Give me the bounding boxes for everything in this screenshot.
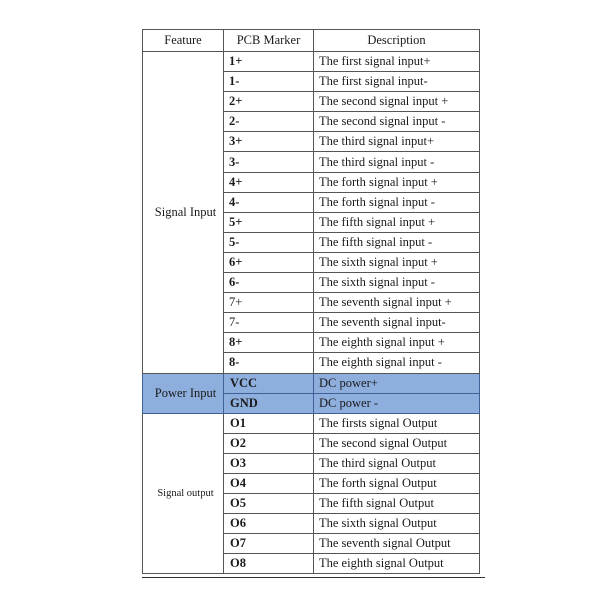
pcb-marker: 7+	[224, 293, 314, 313]
description: The first signal input-	[314, 72, 480, 92]
bottom-rule-divider	[142, 577, 485, 578]
description: DC power+	[314, 373, 480, 393]
pcb-marker: O4	[224, 473, 314, 493]
description: The eighth signal input -	[314, 353, 480, 373]
pcb-marker: O6	[224, 514, 314, 534]
description: The fifth signal input -	[314, 232, 480, 252]
pcb-marker: O1	[224, 413, 314, 433]
description: The first signal input+	[314, 52, 480, 72]
description: The second signal input +	[314, 92, 480, 112]
feature-signal-input: Signal Input	[143, 52, 224, 374]
pcb-marker: 5-	[224, 232, 314, 252]
pcb-marker: O5	[224, 494, 314, 514]
description: The second signal input -	[314, 112, 480, 132]
feature-signal-output: Signal output	[143, 413, 224, 574]
pcb-marker: 1+	[224, 52, 314, 72]
description: The sixth signal Output	[314, 514, 480, 534]
pcb-marker: O8	[224, 554, 314, 574]
table-row	[143, 52, 480, 72]
description: The eighth signal input +	[314, 333, 480, 353]
feature-power-input: Power Input	[143, 373, 224, 413]
description: The seventh signal Output	[314, 534, 480, 554]
description: The forth signal input -	[314, 192, 480, 212]
pcb-marker: 5+	[224, 212, 314, 232]
table-row-power	[143, 373, 480, 393]
pcb-marker: O7	[224, 534, 314, 554]
description: The fifth signal input +	[314, 212, 480, 232]
table-header-row	[143, 30, 480, 52]
pcb-marker: O2	[224, 433, 314, 453]
pcb-marker: 8-	[224, 353, 314, 373]
pcb-marker: 6-	[224, 273, 314, 293]
pcb-marker: 8+	[224, 333, 314, 353]
pcb-marker: 4-	[224, 192, 314, 212]
pcb-marker: VCC	[224, 373, 314, 393]
description: The third signal Output	[314, 453, 480, 473]
pcb-marker: 7-	[224, 313, 314, 333]
description: The second signal Output	[314, 433, 480, 453]
description: The seventh signal input +	[314, 293, 480, 313]
pcb-marker: 3-	[224, 152, 314, 172]
pcb-marker: O3	[224, 453, 314, 473]
description: The third signal input -	[314, 152, 480, 172]
description: The forth signal input +	[314, 172, 480, 192]
description: The eighth signal Output	[314, 554, 480, 574]
pcb-marker: 2-	[224, 112, 314, 132]
header-pcb-marker: PCB Marker	[224, 30, 314, 52]
description: The firsts signal Output	[314, 413, 480, 433]
description: The sixth signal input -	[314, 273, 480, 293]
pcb-marker: 1-	[224, 72, 314, 92]
pin-definition-table	[142, 29, 480, 574]
pcb-marker: 6+	[224, 252, 314, 272]
header-description: Description	[314, 30, 480, 52]
description: DC power -	[314, 393, 480, 413]
description: The sixth signal input +	[314, 252, 480, 272]
description: The fifth signal Output	[314, 494, 480, 514]
pcb-marker: 3+	[224, 132, 314, 152]
description: The third signal input+	[314, 132, 480, 152]
pcb-marker: 4+	[224, 172, 314, 192]
pcb-marker: GND	[224, 393, 314, 413]
description: The forth signal Output	[314, 473, 480, 493]
description: The seventh signal input-	[314, 313, 480, 333]
table-row	[143, 413, 480, 433]
pcb-marker: 2+	[224, 92, 314, 112]
header-feature: Feature	[143, 30, 224, 52]
